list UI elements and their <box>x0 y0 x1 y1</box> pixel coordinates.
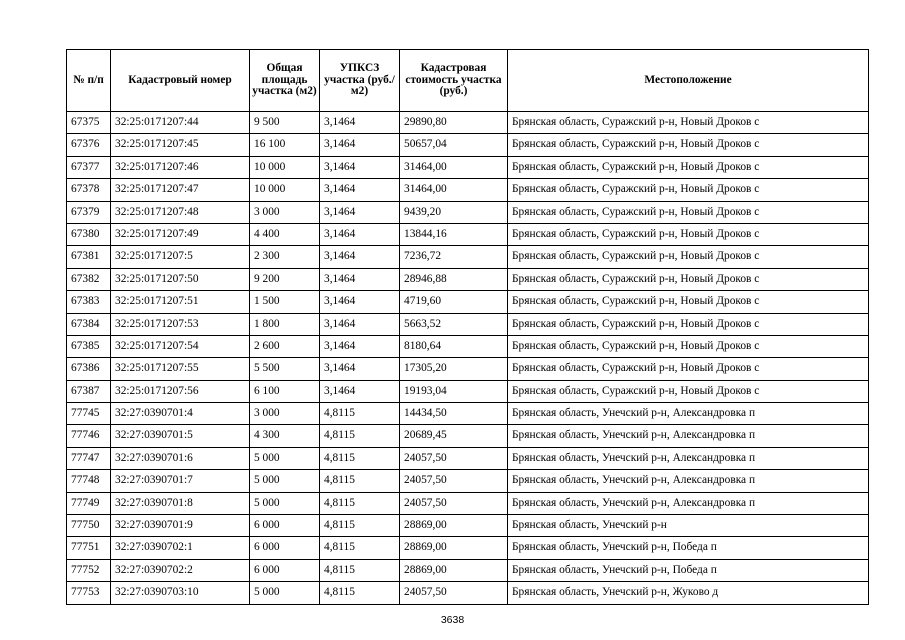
cell-ukskz: 4,8115 <box>320 559 400 581</box>
table-body <box>67 112 869 605</box>
cell-location: Брянская область, Суражский р-н, Новый Дроков с <box>508 223 869 245</box>
cell-area: 4 400 <box>250 223 320 245</box>
cell-num: 77749 <box>67 492 111 514</box>
cell-cadastral: 32:27:0390701:4 <box>111 403 250 425</box>
cell-num: 67380 <box>67 223 111 245</box>
cell-cost: 28946,88 <box>400 268 508 290</box>
table-row <box>67 470 869 492</box>
cell-cadastral: 32:27:0390702:2 <box>111 559 250 581</box>
cell-num: 67385 <box>67 335 111 357</box>
cell-area: 4 300 <box>250 425 320 447</box>
cell-cadastral: 32:25:0171207:45 <box>111 134 250 156</box>
cell-ukskz: 3,1464 <box>320 223 400 245</box>
cell-area: 5 000 <box>250 582 320 604</box>
cell-ukskz: 3,1464 <box>320 201 400 223</box>
cell-ukskz: 4,8115 <box>320 515 400 537</box>
cell-location: Брянская область, Суражский р-н, Новый Дроков с <box>508 358 869 380</box>
header-num: № п/п <box>67 50 111 112</box>
cell-location: Брянская область, Унечский р-н <box>508 515 869 537</box>
cell-ukskz: 3,1464 <box>320 268 400 290</box>
cell-location: Брянская область, Унечский р-н, Победа п <box>508 537 869 559</box>
cell-num: 77750 <box>67 515 111 537</box>
cell-cadastral: 32:25:0171207:49 <box>111 223 250 245</box>
table-row <box>67 358 869 380</box>
cell-cost: 28869,00 <box>400 537 508 559</box>
cell-location: Брянская область, Суражский р-н, Новый Дроков с <box>508 179 869 201</box>
cell-location: Брянская область, Унечский р-н, Александровка п <box>508 403 869 425</box>
cell-num: 67378 <box>67 179 111 201</box>
table-row <box>67 291 869 313</box>
cell-ukskz: 3,1464 <box>320 291 400 313</box>
cell-area: 16 100 <box>250 134 320 156</box>
cell-cadastral: 32:25:0171207:46 <box>111 156 250 178</box>
cell-num: 77747 <box>67 447 111 469</box>
cell-num: 67381 <box>67 246 111 268</box>
cell-ukskz: 4,8115 <box>320 425 400 447</box>
cell-area: 6 000 <box>250 537 320 559</box>
cell-area: 9 200 <box>250 268 320 290</box>
cell-cadastral: 32:25:0171207:48 <box>111 201 250 223</box>
cell-location: Брянская область, Унечский р-н, Победа п <box>508 559 869 581</box>
table-row <box>67 582 869 604</box>
cell-cost: 9439,20 <box>400 201 508 223</box>
cell-num: 67383 <box>67 291 111 313</box>
table-row <box>67 246 869 268</box>
cell-cadastral: 32:25:0171207:53 <box>111 313 250 335</box>
cell-cadastral: 32:25:0171207:47 <box>111 179 250 201</box>
cell-num: 67387 <box>67 380 111 402</box>
cell-area: 2 600 <box>250 335 320 357</box>
cell-cadastral: 32:25:0171207:51 <box>111 291 250 313</box>
cadastral-table <box>66 49 869 605</box>
cell-area: 5 000 <box>250 470 320 492</box>
cell-ukskz: 3,1464 <box>320 179 400 201</box>
cell-num: 67376 <box>67 134 111 156</box>
cell-cost: 29890,80 <box>400 112 508 134</box>
cell-area: 6 000 <box>250 515 320 537</box>
table-row <box>67 447 869 469</box>
table-row <box>67 403 869 425</box>
cell-cost: 20689,45 <box>400 425 508 447</box>
cell-cost: 4719,60 <box>400 291 508 313</box>
cell-cost: 7236,72 <box>400 246 508 268</box>
cell-cadastral: 32:25:0171207:50 <box>111 268 250 290</box>
cell-num: 67377 <box>67 156 111 178</box>
table-row <box>67 268 869 290</box>
table-row <box>67 380 869 402</box>
cell-area: 1 500 <box>250 291 320 313</box>
cell-location: Брянская область, Суражский р-н, Новый Дроков с <box>508 313 869 335</box>
cell-area: 6 100 <box>250 380 320 402</box>
cell-location: Брянская область, Унечский р-н, Александровка п <box>508 470 869 492</box>
cell-location: Брянская область, Суражский р-н, Новый Дроков с <box>508 291 869 313</box>
cell-location: Брянская область, Суражский р-н, Новый Дроков с <box>508 201 869 223</box>
cell-cadastral: 32:27:0390701:5 <box>111 425 250 447</box>
cell-area: 10 000 <box>250 179 320 201</box>
cell-ukskz: 3,1464 <box>320 335 400 357</box>
cell-ukskz: 4,8115 <box>320 403 400 425</box>
cell-area: 3 000 <box>250 403 320 425</box>
cell-location: Брянская область, Суражский р-н, Новый Дроков с <box>508 156 869 178</box>
cell-ukskz: 3,1464 <box>320 156 400 178</box>
cell-ukskz: 4,8115 <box>320 492 400 514</box>
cell-ukskz: 4,8115 <box>320 537 400 559</box>
cell-cadastral: 32:25:0171207:5 <box>111 246 250 268</box>
cell-location: Брянская область, Унечский р-н, Александровка п <box>508 492 869 514</box>
cell-cadastral: 32:25:0171207:44 <box>111 112 250 134</box>
table-row <box>67 179 869 201</box>
cell-ukskz: 3,1464 <box>320 380 400 402</box>
table-header-row <box>67 50 869 112</box>
cell-location: Брянская область, Суражский р-н, Новый Дроков с <box>508 134 869 156</box>
header-ukskz: УПКСЗ участка (руб./м2) <box>320 50 400 112</box>
cell-area: 5 500 <box>250 358 320 380</box>
cell-cadastral: 32:27:0390701:6 <box>111 447 250 469</box>
cell-cadastral: 32:25:0171207:56 <box>111 380 250 402</box>
cell-cost: 24057,50 <box>400 447 508 469</box>
header-cadastral: Кадастровый номер <box>111 50 250 112</box>
header-location: Местоположение <box>508 50 869 112</box>
table-row <box>67 492 869 514</box>
header-cost: Кадастровая стоимость участка (руб.) <box>400 50 508 112</box>
cell-num: 77753 <box>67 582 111 604</box>
cell-num: 77748 <box>67 470 111 492</box>
cell-location: Брянская область, Суражский р-н, Новый Дроков с <box>508 246 869 268</box>
cell-num: 67386 <box>67 358 111 380</box>
cell-area: 9 500 <box>250 112 320 134</box>
table-row <box>67 335 869 357</box>
table-row <box>67 223 869 245</box>
cell-area: 6 000 <box>250 559 320 581</box>
cell-cost: 28869,00 <box>400 515 508 537</box>
cell-area: 2 300 <box>250 246 320 268</box>
cell-cost: 17305,20 <box>400 358 508 380</box>
table-row <box>67 134 869 156</box>
cell-cost: 31464,00 <box>400 156 508 178</box>
table-row <box>67 515 869 537</box>
cell-cadastral: 32:27:0390701:9 <box>111 515 250 537</box>
cell-ukskz: 3,1464 <box>320 313 400 335</box>
cell-cost: 13844,16 <box>400 223 508 245</box>
cell-location: Брянская область, Суражский р-н, Новый Дроков с <box>508 112 869 134</box>
cell-area: 5 000 <box>250 492 320 514</box>
cell-ukskz: 4,8115 <box>320 447 400 469</box>
cell-cadastral: 32:27:0390702:1 <box>111 537 250 559</box>
table-row <box>67 313 869 335</box>
cell-ukskz: 3,1464 <box>320 246 400 268</box>
cell-cadastral: 32:25:0171207:55 <box>111 358 250 380</box>
cell-ukskz: 4,8115 <box>320 582 400 604</box>
cell-num: 77752 <box>67 559 111 581</box>
cell-location: Брянская область, Суражский р-н, Новый Дроков с <box>508 380 869 402</box>
cell-cost: 24057,50 <box>400 470 508 492</box>
cell-num: 67379 <box>67 201 111 223</box>
cell-ukskz: 4,8115 <box>320 470 400 492</box>
table-row <box>67 112 869 134</box>
cell-num: 77745 <box>67 403 111 425</box>
cell-cost: 28869,00 <box>400 559 508 581</box>
cell-location: Брянская область, Суражский р-н, Новый Дроков с <box>508 268 869 290</box>
cell-location: Брянская область, Унечский р-н, Жуково д <box>508 582 869 604</box>
table-row <box>67 156 869 178</box>
page-number: 3638 <box>440 614 465 626</box>
cell-cost: 5663,52 <box>400 313 508 335</box>
cell-ukskz: 3,1464 <box>320 358 400 380</box>
cell-num: 77746 <box>67 425 111 447</box>
cell-area: 1 800 <box>250 313 320 335</box>
cell-ukskz: 3,1464 <box>320 134 400 156</box>
cell-cost: 24057,50 <box>400 582 508 604</box>
cell-cost: 31464,00 <box>400 179 508 201</box>
header-area: Общая площадь участка (м2) <box>250 50 320 112</box>
cell-num: 67384 <box>67 313 111 335</box>
cell-cost: 8180,64 <box>400 335 508 357</box>
cell-area: 10 000 <box>250 156 320 178</box>
cell-cadastral: 32:27:0390701:8 <box>111 492 250 514</box>
cell-num: 67375 <box>67 112 111 134</box>
cell-cadastral: 32:25:0171207:54 <box>111 335 250 357</box>
cell-area: 3 000 <box>250 201 320 223</box>
table-row <box>67 425 869 447</box>
cell-location: Брянская область, Унечский р-н, Александровка п <box>508 425 869 447</box>
cell-cost: 50657,04 <box>400 134 508 156</box>
table-row <box>67 201 869 223</box>
cell-num: 77751 <box>67 537 111 559</box>
cell-location: Брянская область, Унечский р-н, Александровка п <box>508 447 869 469</box>
cell-cadastral: 32:27:0390701:7 <box>111 470 250 492</box>
cell-area: 5 000 <box>250 447 320 469</box>
cell-location: Брянская область, Суражский р-н, Новый Дроков с <box>508 335 869 357</box>
table-row <box>67 559 869 581</box>
cell-cadastral: 32:27:0390703:10 <box>111 582 250 604</box>
cell-ukskz: 3,1464 <box>320 112 400 134</box>
cell-cost: 14434,50 <box>400 403 508 425</box>
cell-cost: 24057,50 <box>400 492 508 514</box>
table-row <box>67 537 869 559</box>
cell-num: 67382 <box>67 268 111 290</box>
cell-cost: 19193,04 <box>400 380 508 402</box>
